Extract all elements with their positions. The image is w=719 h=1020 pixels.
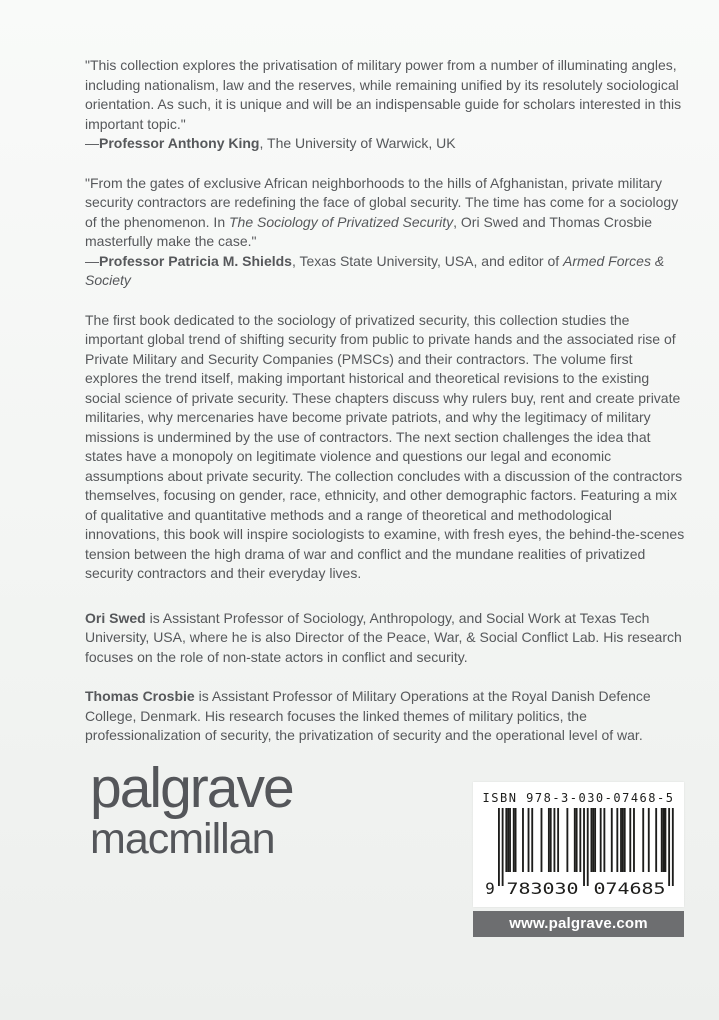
svg-text:783030: 783030	[506, 879, 578, 896]
quote-attribution: —Professor Patricia M. Shields, Texas State University, USA, and editor of Armed Forces & Society	[85, 252, 665, 288]
quote-text: "This collection explores the privatisation of military power from a number of illuminating angles, including nationalism, law and the reserves, while remaining unified by its resolutely sociological orientation. As such, it is unique and will be an indispensable guide for scholars interested in this important topic."	[85, 57, 682, 132]
author-bio-thomas-crosbie	[85, 687, 685, 746]
ean13-barcode	[484, 808, 674, 896]
palgrave-macmillan-logo	[90, 756, 293, 863]
logo-palgrave: palgrave	[90, 756, 293, 820]
back-cover-text	[85, 56, 685, 766]
barcode-block	[473, 782, 684, 937]
book-description: The first book dedicated to the sociology of privatized security, this collection studies the important global trend of shifting security from public to private hands and the associated rise of Private Military and Security Companies (PMSCs) and their contractors. The volume first explores the trend itself, making important historical and theoretical revisions to the existing social science of private security. These chapters discuss why rulers buy, rent and create private militaries, why mercenaries have become private patriots, and why the legitimacy of military missions is undermined by the use of contractors. The next section challenges the idea that states have a monopoly on legitimate violence and questions our legal and economic assumptions about private security. The collection concludes with a discussion of the contractors themselves, focusing on gender, race, ethnicity, and other demographic factors. Featuring a mix of qualitative and quantitative methods and a range of theoretical and methodological innovations, this book will inspire sociologists to examine, with fresh eyes, the behind-the-scenes tension between the high drama of war and conflict and the mundane realities of privatized security contractors and their everyday lives.	[85, 311, 685, 581]
barcode-bars	[498, 808, 674, 886]
bio-text: Ori Swed is Assistant Professor of Sociology, Anthropology, and Social Work at Texas Tech University, USA, where he is also Director of the Peace, War, & Social Conflict Lab. His research focuses on the role of non-state actors in conflict and security.	[85, 609, 682, 665]
author-bio-ori-swed	[85, 609, 685, 668]
svg-text:9: 9	[484, 879, 495, 896]
logo-macmillan: macmillan	[90, 815, 275, 863]
website-bar: www.palgrave.com	[473, 911, 684, 937]
quote-text: "From the gates of exclusive African neighborhoods to the hills of Afghanistan, private military security contractors are redefining the face of global security. The time has come for a sociology of the phenomenon. In The Sociology of Privatized Security, Ori Swed and Thomas Crosbie masterfully make the case."	[85, 174, 679, 249]
svg-text:074685: 074685	[593, 879, 665, 896]
bio-text: Thomas Crosbie is Assistant Professor of Military Operations at the Royal Danish Defence College, Denmark. His research focuses the linked themes of military politics, the professionalization of security, the privatization of security and the operational level of war.	[85, 688, 651, 743]
barcode-digits	[485, 879, 665, 896]
barcode-label	[473, 782, 684, 907]
endorsement-quote-1	[85, 56, 685, 154]
quote-attribution: —Professor Anthony King, The University of Warwick, UK	[85, 135, 456, 151]
isbn-text: ISBN 978-3-030-07468-5	[482, 791, 675, 805]
endorsement-quote-2	[85, 174, 685, 291]
book-description-section	[85, 311, 685, 584]
